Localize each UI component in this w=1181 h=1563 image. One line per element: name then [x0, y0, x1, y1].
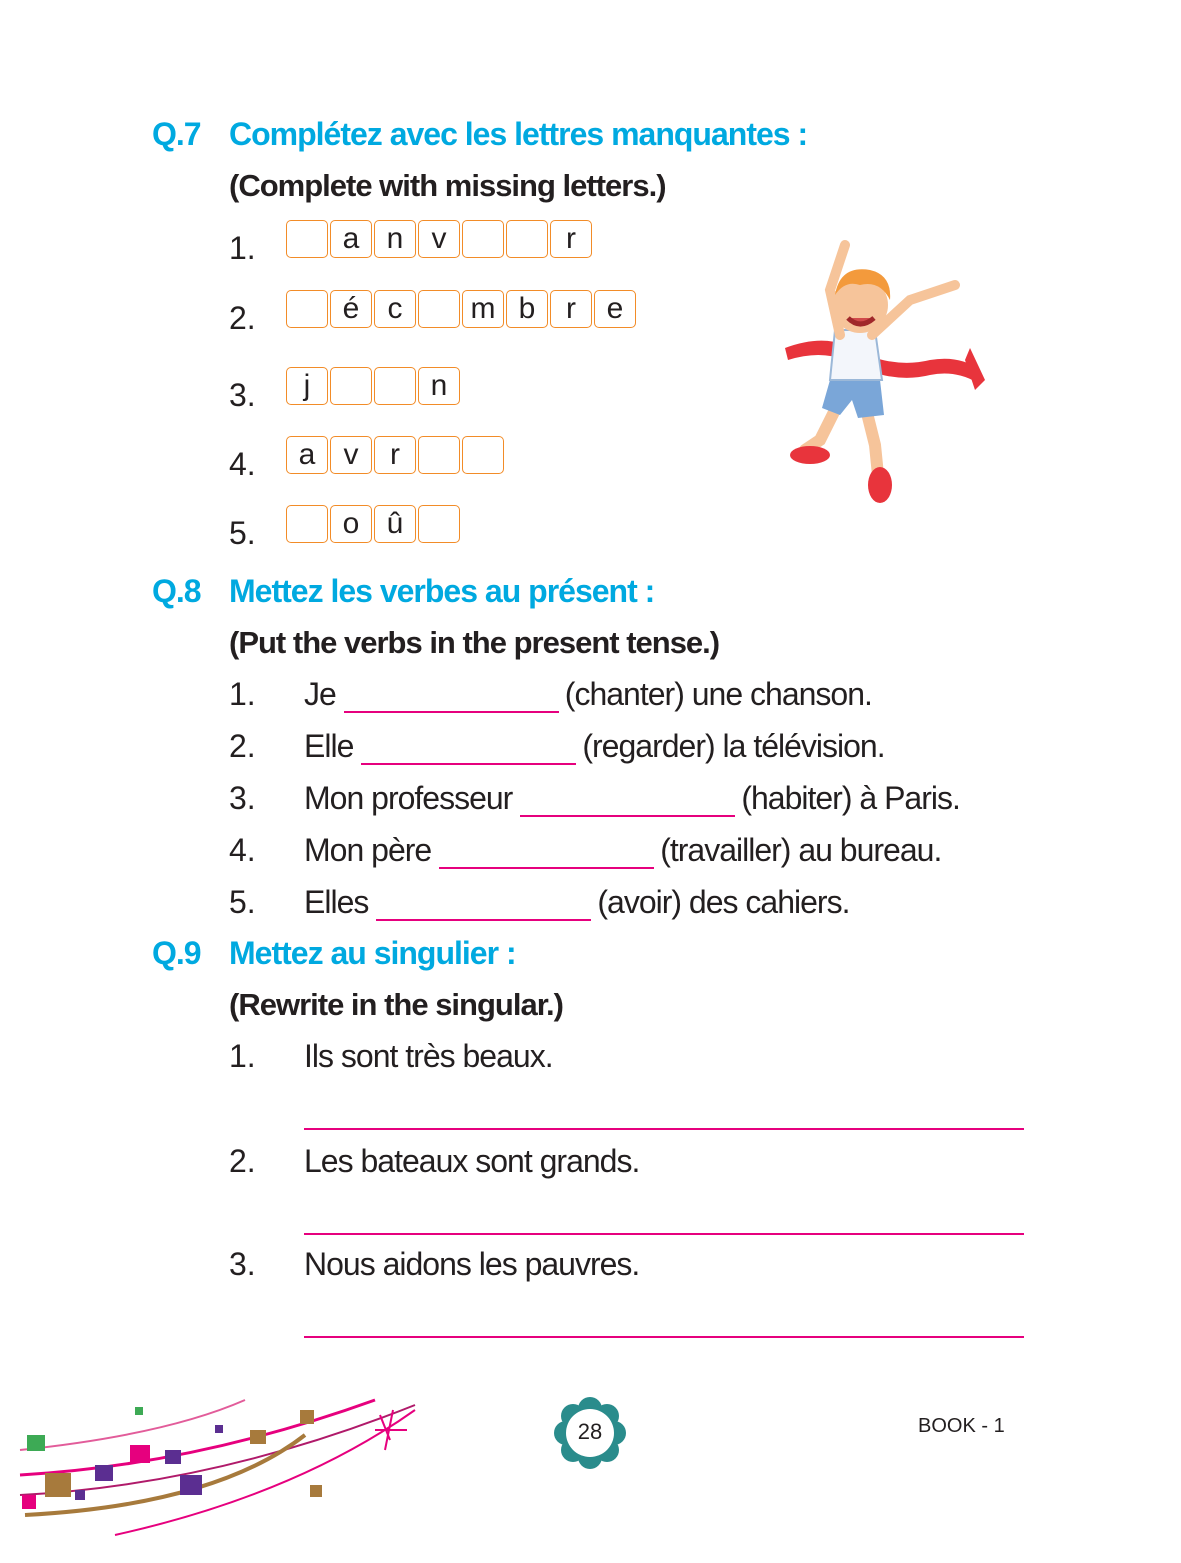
letter-box-empty[interactable] [462, 436, 504, 474]
letter-box-empty[interactable] [286, 290, 328, 328]
q8-number: Q.8 [152, 573, 201, 609]
answer-line[interactable] [304, 1128, 1024, 1130]
letter-box-empty[interactable] [286, 505, 328, 543]
letter-box-empty[interactable] [418, 290, 460, 328]
book-label: BOOK - 1 [918, 1415, 1005, 1437]
letter-box: b [506, 290, 548, 328]
q7-item-number: 1. [229, 230, 256, 266]
letter-box: e [594, 290, 636, 328]
q7-item-number: 5. [229, 515, 256, 551]
answer-blank[interactable] [344, 681, 559, 713]
letter-box: m [462, 290, 504, 328]
q9-item-number: 3. [229, 1246, 256, 1282]
letter-box: v [418, 220, 460, 258]
letter-box: j [286, 367, 328, 405]
sentence-start: Mon professeur [304, 780, 513, 816]
q8-sentence [304, 832, 941, 869]
answer-line[interactable] [304, 1233, 1024, 1235]
q7-number: Q.7 [152, 116, 201, 152]
letter-box: o [330, 505, 372, 543]
page-number-badge [554, 1397, 626, 1469]
sentence-end: (regarder) la télévision. [582, 728, 885, 764]
letter-box-row [286, 505, 462, 545]
q7-title: Complétez avec les lettres manquantes : [229, 116, 808, 152]
letter-box-empty[interactable] [418, 505, 460, 543]
letter-box-empty[interactable] [286, 220, 328, 258]
q8-item-number: 5. [229, 884, 256, 920]
q8-item-number: 2. [229, 728, 256, 764]
answer-blank[interactable] [361, 733, 576, 765]
sentence-end: (travailler) au bureau. [660, 832, 942, 868]
q7-item-number: 4. [229, 446, 256, 482]
letter-box: n [374, 220, 416, 258]
letter-box-empty[interactable] [374, 367, 416, 405]
letter-box: û [374, 505, 416, 543]
letter-box-row [286, 367, 462, 407]
q9-sentence: Les bateaux sont grands. [304, 1143, 640, 1179]
letter-box: é [330, 290, 372, 328]
page-number: 28 [577, 1419, 603, 1444]
letter-box-row [286, 220, 594, 260]
sentence-start: Elles [304, 884, 369, 920]
q9-sentence: Nous aidons les pauvres. [304, 1246, 640, 1282]
q8-sentence [304, 780, 960, 817]
letter-box: r [550, 290, 592, 328]
sentence-start: Mon père [304, 832, 432, 868]
letter-box: c [374, 290, 416, 328]
letter-box-empty[interactable] [462, 220, 504, 258]
q9-number: Q.9 [152, 935, 201, 971]
sentence-start: Je [304, 676, 336, 712]
q7-item-number: 3. [229, 377, 256, 413]
answer-blank[interactable] [439, 837, 654, 869]
letter-box-empty[interactable] [506, 220, 548, 258]
q8-sentence [304, 884, 849, 921]
q8-item-number: 3. [229, 780, 256, 816]
letter-box: n [418, 367, 460, 405]
sentence-end: (avoir) des cahiers. [597, 884, 850, 920]
q8-item-number: 4. [229, 832, 256, 868]
sentence-end: (chanter) une chanson. [564, 676, 872, 712]
answer-blank[interactable] [376, 889, 591, 921]
q9-item-number: 1. [229, 1038, 256, 1074]
answer-blank[interactable] [520, 785, 735, 817]
sentence-start: Elle [304, 728, 354, 764]
answer-line[interactable] [304, 1336, 1024, 1338]
letter-box-empty[interactable] [330, 367, 372, 405]
q8-item-number: 1. [229, 676, 256, 712]
footer-decoration [15, 1395, 425, 1545]
q9-item-number: 2. [229, 1143, 256, 1179]
letter-box: v [330, 436, 372, 474]
q9-title: Mettez au singulier : [229, 935, 516, 971]
letter-box-row [286, 436, 506, 476]
q8-sentence [304, 728, 885, 765]
q8-subtitle: (Put the verbs in the present tense.) [229, 625, 720, 660]
q7-subtitle: (Complete with missing letters.) [229, 168, 666, 203]
q9-sentence: Ils sont très beaux. [304, 1038, 553, 1074]
q8-sentence [304, 676, 872, 713]
letter-box-row [286, 290, 638, 330]
q9-subtitle: (Rewrite in the singular.) [229, 987, 563, 1022]
letter-box: a [286, 436, 328, 474]
letter-box: r [550, 220, 592, 258]
letter-box-empty[interactable] [418, 436, 460, 474]
q7-item-number: 2. [229, 300, 256, 336]
sentence-end: (habiter) à Paris. [741, 780, 960, 816]
letter-box: r [374, 436, 416, 474]
runner-illustration [780, 230, 990, 505]
q8-title: Mettez les verbes au présent : [229, 573, 655, 609]
letter-box: a [330, 220, 372, 258]
